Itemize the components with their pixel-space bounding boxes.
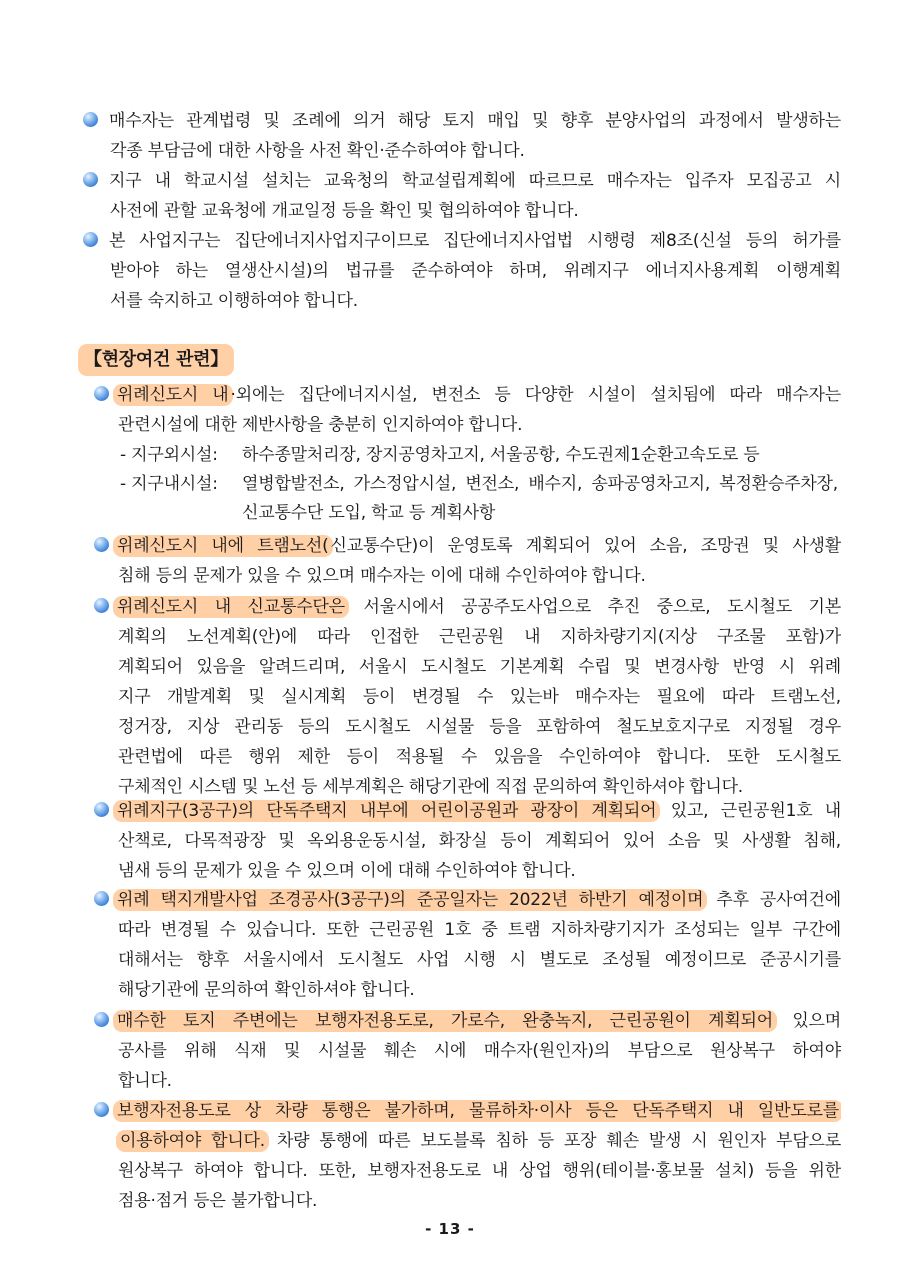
text-line: 서울시에서 공공주도사업으로 추진 중으로, 도시철도 기본 <box>346 597 841 617</box>
highlight-text: 위례지구(3공구)의 단독주택지 내부에 어린이공원과 광장이 계획되어 <box>113 800 660 822</box>
text-line: 있으며 <box>775 1011 841 1031</box>
site-bullet-7 <box>81 1096 841 1216</box>
text-line: 관련시설에 대한 제반사항을 충분히 인지하여야 합니다. <box>118 415 523 435</box>
bullet-icon <box>94 802 109 817</box>
highlight-text: 위례신도시 내에 트램노선( <box>113 535 333 557</box>
text-line: 추후 공사여건에 <box>705 890 841 910</box>
site-bullet-1 <box>81 380 841 440</box>
site-bullet-3 <box>81 592 841 802</box>
intro-bullet-2 <box>81 166 841 226</box>
site-bullet-6 <box>81 1006 841 1096</box>
text-line: 점용·점거 등은 불가합니다. <box>118 1191 318 1211</box>
text-line: 해당기관에 문의하여 확인하셔야 합니다. <box>118 980 415 1000</box>
text-line: 구체적인 시스템 및 노선 등 세부계획은 해당기관에 직접 문의하여 확인하셔야 합니다. <box>118 777 744 797</box>
bullet-icon <box>83 112 98 127</box>
bullet-icon <box>94 598 109 613</box>
text-line: 각종 부담금에 대한 사항을 사전 확인·준수하여야 합니다. <box>110 141 525 161</box>
section-title: 【현장여건 관련】 <box>78 344 234 376</box>
text-line: 관련법에 따른 행위 제한 등이 적용될 수 있음을 수인하여야 합니다. 또한 도시철도 <box>118 747 841 767</box>
highlight-text: 위례 택지개발사업 조경공사(3공구)의 준공일자는 2022년 하반기 예정이며 <box>113 889 707 911</box>
text-line: 원상복구 하여야 합니다. 또한, 보행자전용도로 내 상업 행위(테이블·홍보물 설치) 등을 위한 <box>118 1161 841 1181</box>
highlight-text: 위례신도시 내 신교통수단은 <box>113 596 349 618</box>
text-line: 정거장, 지상 관리동 등의 도시철도 시설물 등을 포함하여 철도보호지구로 지정될 경우 <box>118 717 841 737</box>
text-line: 대해서는 향후 서울시에서 도시철도 사업 시행 시 별도로 조성될 예정이므로 준공시기를 <box>118 950 841 970</box>
bullet-icon <box>94 537 109 552</box>
highlight-text: 위례신도시 내 <box>113 384 233 406</box>
text-line: 냄새 등의 문제가 있을 수 있으며 이에 대해 수인하여야 합니다. <box>118 861 576 881</box>
text-line: 차량 통행에 따른 보도블록 침하 등 포장 훼손 발생 시 원인자 부담으로 <box>266 1131 841 1151</box>
text-line: 받아야 하는 열생산시설)의 법규를 준수하여야 하며, 위례지구 에너지사용계획 이행계획 <box>110 261 841 281</box>
text-line: 산책로, 다목적광장 및 옥외용운동시설, 화장실 등이 계획되어 있어 소음 및 사생활 침해, <box>118 831 841 851</box>
bullet-icon <box>94 1102 109 1117</box>
text-line: ·외에는 집단에너지시설, 변전소 등 다양한 시설이 설치됨에 따라 매수자는 <box>230 385 841 405</box>
text-line: 침해 등의 문제가 있을 수 있으며 매수자는 이에 대해 수인하여야 합니다. <box>118 566 646 586</box>
text-line: 신교통수단)이 운영토록 계획되어 있어 소음, 조망권 및 사생활 <box>330 536 841 556</box>
bullet-icon <box>94 1012 109 1027</box>
bullet-icon <box>83 232 98 247</box>
highlight-text: 보행자전용도로 상 차량 통행은 불가하며, 물류하차·이사 등은 단독주택지 내 일반도로를 <box>113 1100 841 1122</box>
highlight-text: 이용하여야 합니다. <box>116 1130 269 1152</box>
highlight-text: 매수한 토지 주변에는 보행자전용도로, 가로수, 완충녹지, 근린공원이 계획되어 <box>113 1010 777 1032</box>
text-line: 본 사업지구는 집단에너지사업지구이므로 집단에너지사업법 시행령 제8조(신설 등의 허가를 <box>109 231 841 251</box>
text-line: 매수자는 관계법령 및 조례에 의거 해당 토지 매입 및 향후 분양사업의 과정에서 발생하는 <box>109 111 841 131</box>
text-line: 지구 내 학교시설 설치는 교육청의 학교설립계획에 따르므로 매수자는 입주자 모집공고 시 <box>109 171 841 191</box>
text-line: 지구 개발계획 및 실시계획 등이 변경될 수 있는바 매수자는 필요에 따라 트램노선, <box>118 687 841 707</box>
sub-item-text: 신교통수단 도입, 학교 등 계획사항 <box>242 503 496 523</box>
text-line: 계획의 노선계획(안)에 따라 인접한 근린공원 내 지하차량기지(지상 구조물 포함)가 <box>118 627 841 647</box>
page-number: - 13 - <box>425 1220 475 1238</box>
bullet-icon <box>94 386 109 401</box>
sub-item-text: 하수종말처리장, 장지공영차고지, 서울공항, 수도권제1순환고속도로 등 <box>242 445 760 465</box>
bullet-icon <box>83 172 98 187</box>
text-line: 서를 숙지하고 이행하여야 합니다. <box>110 291 358 311</box>
intro-bullet-1 <box>81 106 841 166</box>
sub-item-label: - 지구내시설: <box>120 474 218 494</box>
text-line: 따라 변경될 수 있습니다. 또한 근린공원 1호 중 트램 지하차량기지가 조성되는 일부 구간에 <box>118 920 841 940</box>
text-line: 공사를 위해 식재 및 시설물 훼손 시에 매수자(원인자)의 부담으로 원상복구 하여야 <box>118 1041 841 1061</box>
sub-item-label: - 지구외시설: <box>120 445 218 465</box>
text-line: 계획되어 있음을 알려드리며, 서울시 도시철도 기본계획 수립 및 변경사항 반영 시 위례 <box>118 657 841 677</box>
site-bullet-2 <box>81 531 841 591</box>
site-bullet-4 <box>81 796 841 886</box>
text-line: 있고, 근린공원1호 내 <box>658 801 841 821</box>
sub-item-text: 열병합발전소, 가스정압시설, 변전소, 배수지, 송파공영차고지, 복정환승주차장, <box>242 474 838 494</box>
text-line: 합니다. <box>118 1071 172 1091</box>
intro-bullet-3 <box>81 226 841 316</box>
text-line: 사전에 관할 교육청에 개교일정 등을 확인 및 협의하여야 합니다. <box>110 201 579 221</box>
site-bullet-5 <box>81 885 841 1005</box>
bullet-icon <box>94 891 109 906</box>
